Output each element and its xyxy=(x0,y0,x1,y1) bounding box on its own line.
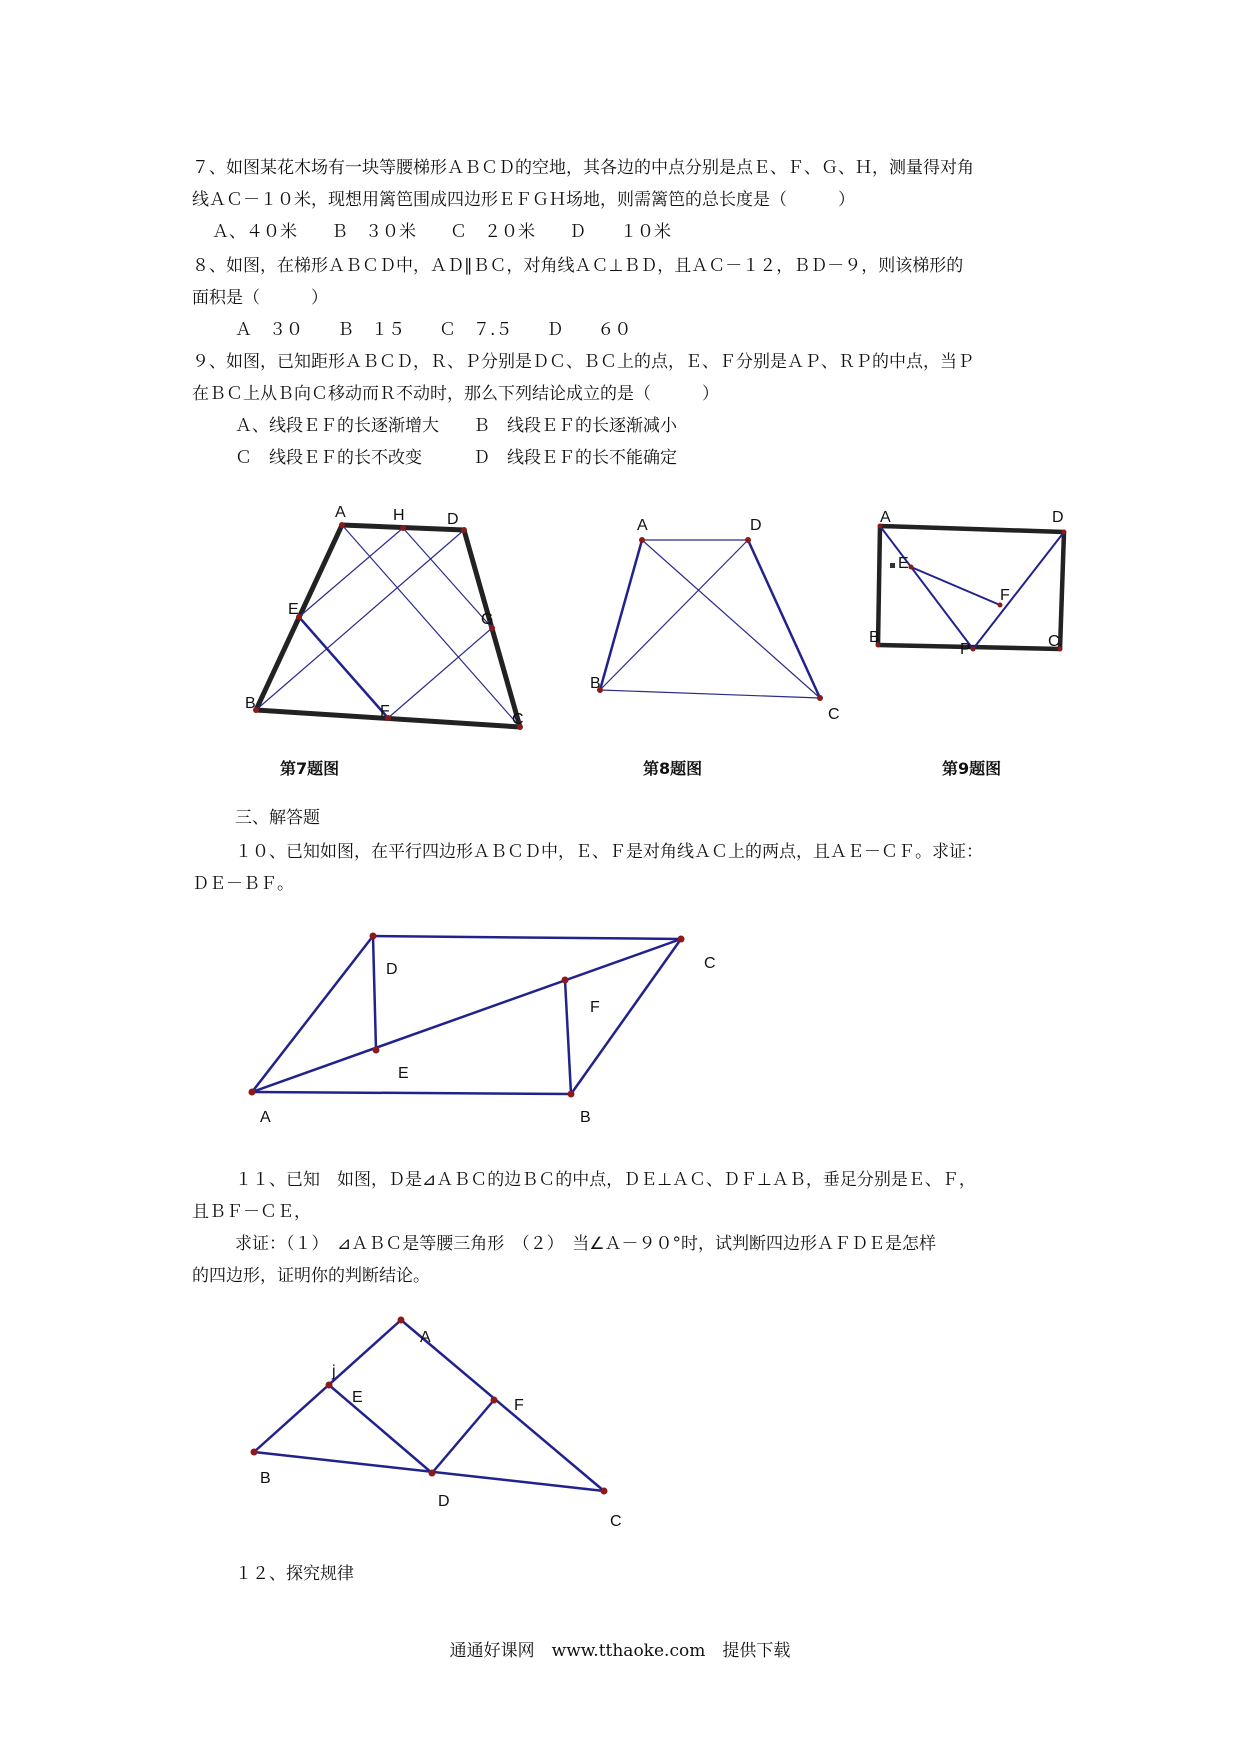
fig9-label-b: B xyxy=(869,629,880,646)
q11-line2: 且ＢＦ－ＣＥ， xyxy=(192,1202,311,1222)
fig10-label-f: F xyxy=(590,999,600,1016)
fig7-label-b: B xyxy=(245,695,256,712)
fig7-label-a: A xyxy=(335,504,346,521)
q9-line2: 在ＢＣ上从Ｂ向Ｃ移动而Ｒ不动时，那么下列结论成立的是（ ） xyxy=(192,384,719,404)
fig7-label-g: G xyxy=(481,611,494,628)
fig11-label-d: D xyxy=(438,1493,450,1510)
fig11-label-e: E xyxy=(352,1389,363,1406)
figure-8 xyxy=(580,508,860,728)
fig9-label-a: A xyxy=(880,509,891,526)
figure-11 xyxy=(240,1308,640,1533)
q9-options-cd: Ｃ 线段ＥＦ的长不改变 Ｄ 线段ＥＦ的长不能确定 xyxy=(235,448,677,468)
fig8-label-b: B xyxy=(590,675,601,692)
fig11-label-b: B xyxy=(260,1470,271,1487)
q8-line1: ８、如图，在梯形ＡＢＣＤ中，ＡＤ∥ＢＣ，对角线ＡＣ⊥ＢＤ，且ＡＣ－１２，ＢＤ－９，则该梯形的 xyxy=(192,256,964,276)
q9-options-ab: Ａ、线段ＥＦ的长逐渐增大 Ｂ 线段ＥＦ的长逐渐减小 xyxy=(235,416,677,436)
fig9-label-e: E xyxy=(898,555,909,572)
q11-line3: 求证：（１） ⊿ＡＢＣ是等腰三角形 （２） 当∠Ａ－９０°时，试判断四边形ＡＦＤＥ是怎样 xyxy=(235,1234,936,1254)
figure-10 xyxy=(240,920,740,1130)
q7-line1: ７、如图某花木场有一块等腰梯形ＡＢＣＤ的空地，其各边的中点分别是点Ｅ、Ｆ、Ｇ、Ｈ，测量得对角 xyxy=(192,158,974,178)
fig10-label-b: B xyxy=(580,1109,591,1126)
fig7-label-c: C xyxy=(512,711,524,728)
fig11-label-c: C xyxy=(610,1513,622,1530)
q11-line4: 的四边形，证明你的判断结论。 xyxy=(192,1266,430,1286)
fig7-label-e: E xyxy=(288,601,299,618)
page-footer: 通通好课网 www.tthaoke.com 提供下载 xyxy=(449,1641,791,1661)
q7-line2: 线ＡＣ－１０米，现想用篱笆围成四边形ＥＦＧＨ场地，则需篱笆的总长度是（ ） xyxy=(192,190,855,210)
fig9-label-d: D xyxy=(1052,509,1064,526)
fig7-label-d: D xyxy=(447,511,459,528)
section-3-title: 三、解答题 xyxy=(235,808,320,828)
q8-options: Ａ ３０ Ｂ １５ Ｃ ７.５ Ｄ ６０ xyxy=(235,320,632,340)
q8-line2: 面积是（ ） xyxy=(192,288,328,308)
q12-title: １２、探究规律 xyxy=(235,1564,354,1584)
q10-line1: １０、已知如图，在平行四边形ＡＢＣＤ中，Ｅ、Ｆ是对角线ＡＣ上的两点，且ＡＥ－ＣＦ。求证： xyxy=(235,842,983,862)
figure-9 xyxy=(868,508,1080,668)
fig10-label-e: E xyxy=(398,1065,409,1082)
fig11-label-a: A xyxy=(420,1329,431,1346)
q10-line2: ＤＥ－ＢＦ。 xyxy=(192,874,294,894)
fig10-label-c: C xyxy=(704,955,716,972)
fig11-label-j: j xyxy=(332,1363,336,1380)
fig8-label-a: A xyxy=(637,517,648,534)
fig8-caption: 第8题图 xyxy=(643,759,703,778)
figure-7 xyxy=(240,500,540,740)
fig9-label-c: C xyxy=(1048,633,1060,650)
q9-line1: ９、如图，已知距形ＡＢＣＤ，Ｒ、Ｐ分别是ＤＣ、ＢＣ上的点，Ｅ、Ｆ分别是ＡＰ、ＲＰ的中点，当Ｐ xyxy=(192,352,974,372)
fig7-caption: 第7题图 xyxy=(280,759,340,778)
fig10-label-d: D xyxy=(386,961,398,978)
fig7-label-f: F xyxy=(380,703,390,720)
fig9-label-f: F xyxy=(1000,587,1010,604)
fig11-label-f: F xyxy=(514,1397,524,1414)
fig8-label-d: D xyxy=(750,517,762,534)
fig8-label-c: C xyxy=(828,706,840,723)
fig7-label-h: H xyxy=(393,507,405,524)
fig9-caption: 第9题图 xyxy=(942,759,1002,778)
q7-options: Ａ、４０米 Ｂ ３０米 Ｃ ２０米 Ｄ １０米 xyxy=(212,222,671,242)
q11-line1: １１、已知 如图，Ｄ是⊿ＡＢＣ的边ＢＣ的中点，ＤＥ⊥ＡＣ、ＤＦ⊥ＡＢ，垂足分别是Ｅ、Ｆ， xyxy=(235,1170,976,1190)
fig10-label-a: A xyxy=(260,1109,271,1126)
fig9-label-p: P xyxy=(960,641,971,658)
